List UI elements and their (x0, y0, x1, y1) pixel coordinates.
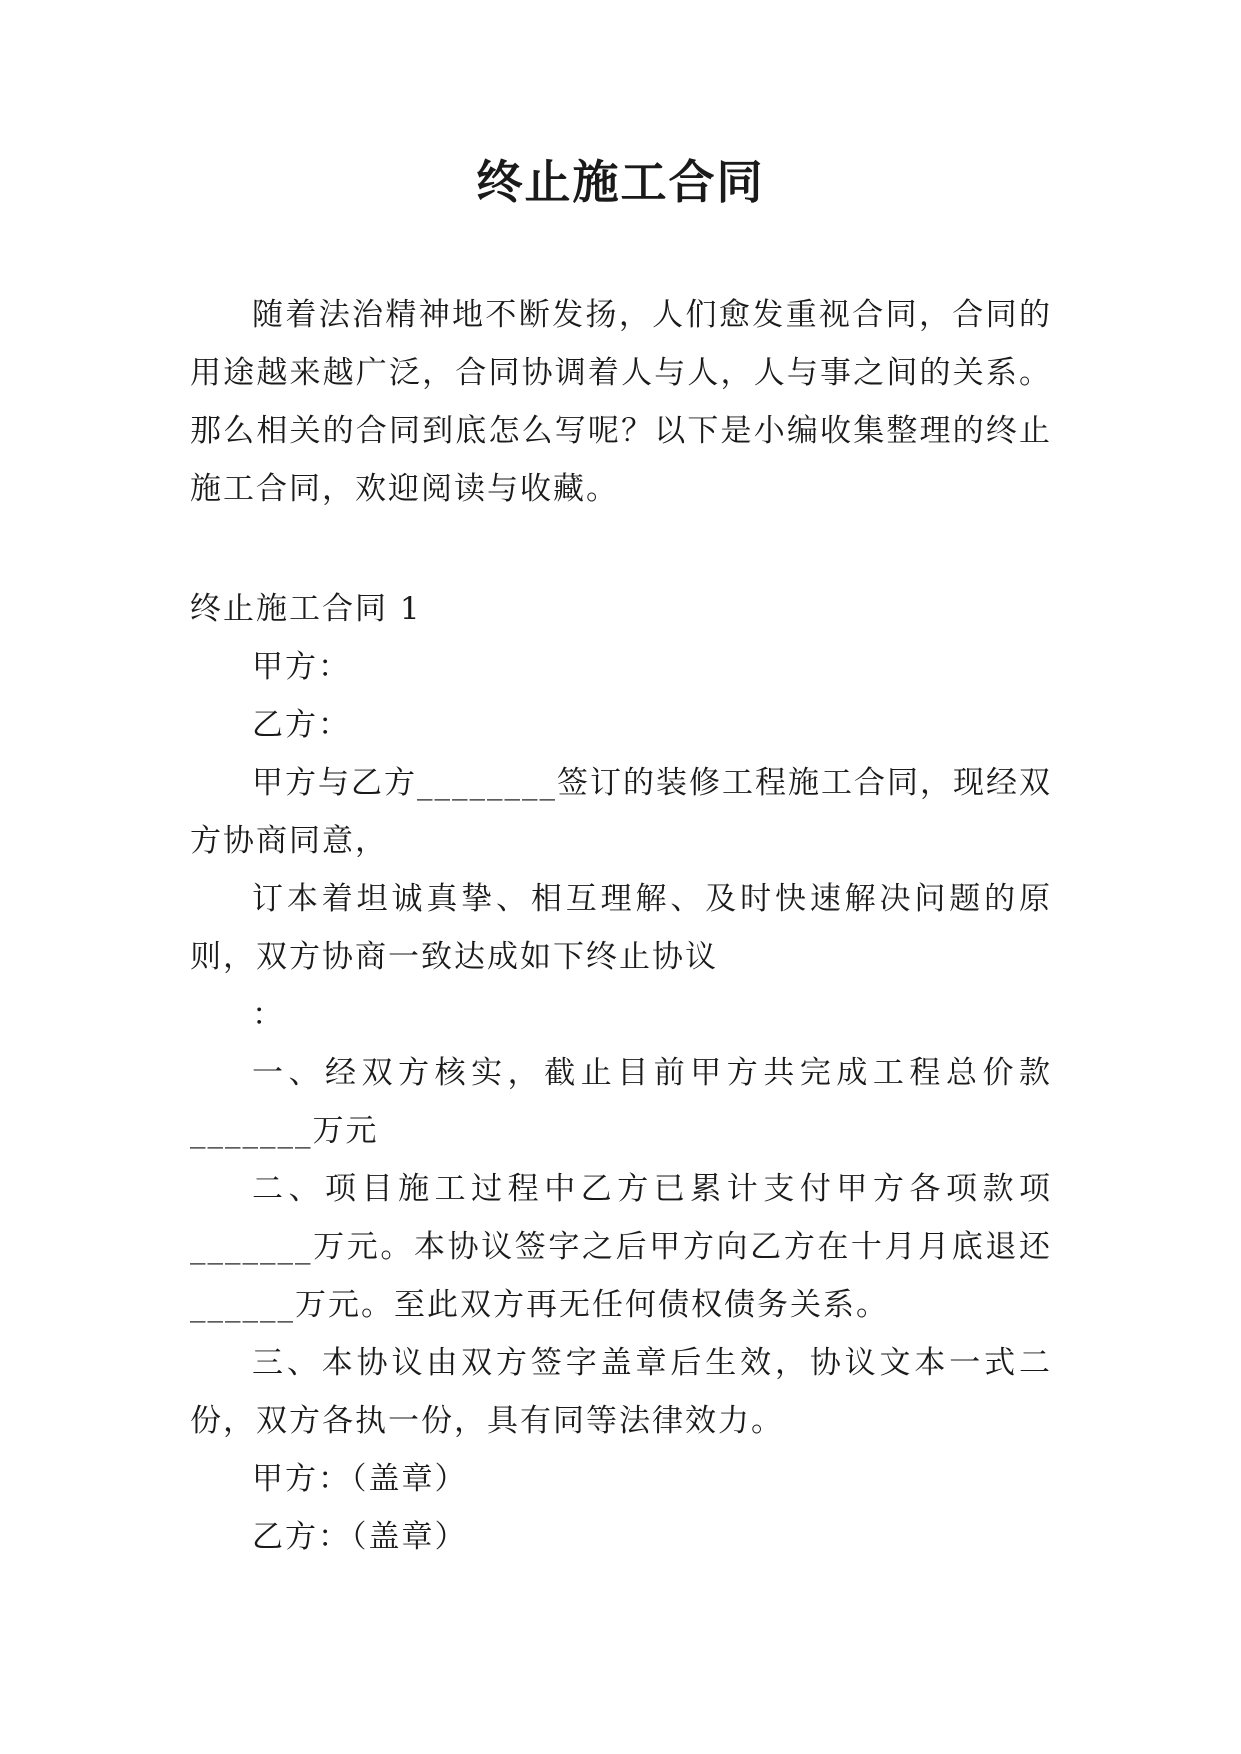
colon-line: ： (252, 997, 285, 1033)
intro-paragraph: 随着法治精神地不断发扬，人们愈发重视合同，合同的用途越来越广泛，合同协调着人与人，人与事之间的关系。那么相关的合同到底怎么写呢？以下是小编收集整理的终止施工合同，欢迎阅读与收藏。 (190, 297, 1052, 507)
party-b-line: 乙方： (252, 707, 351, 743)
document-title: 终止施工合同 (476, 155, 765, 209)
paragraph-agreement: 甲方与乙方________签订的装修工程施工合同，现经双方协商同意， (190, 765, 1052, 859)
party-a-line: 甲方： (252, 649, 351, 685)
signature-party-b: 乙方：（盖章） (252, 1519, 468, 1555)
section-heading: 终止施工合同 1 (190, 591, 422, 627)
contract-section (190, 580, 1052, 1566)
intro-section (190, 286, 1052, 518)
clause-one: 一、经双方核实，截止目前甲方共完成工程总价款_______万元 (190, 1055, 1052, 1149)
paragraph-principle: 订本着坦诚真挚、相互理解、及时快速解决问题的原则，双方协商一致达成如下终止协议 (190, 881, 1052, 975)
signature-party-a: 甲方：（盖章） (252, 1461, 468, 1497)
clause-three: 三、本协议由双方签字盖章后生效，协议文本一式二份，双方各执一份，具有同等法律效力。 (190, 1345, 1052, 1439)
clause-two: 二、项目施工过程中乙方已累计支付甲方各项款项_______万元。本协议签字之后甲方向乙方在十月月底退还______万元。至此双方再无任何债权债务关系。 (190, 1171, 1052, 1323)
